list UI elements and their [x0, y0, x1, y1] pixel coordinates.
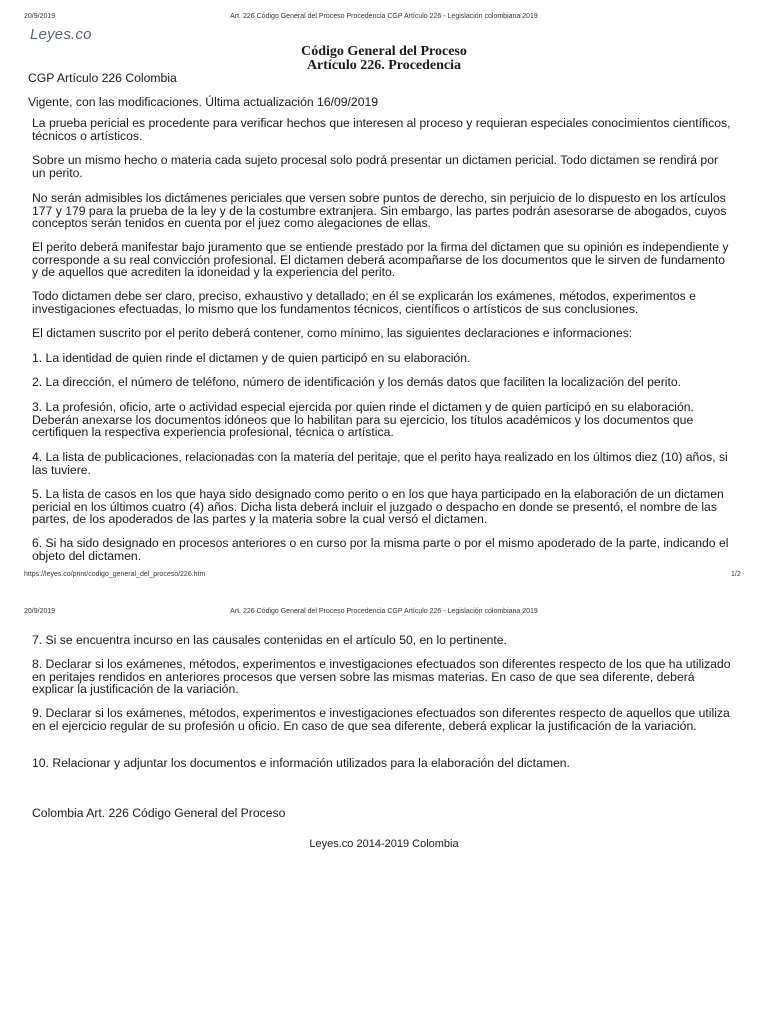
paragraph: Todo dictamen debe ser claro, preciso, exhaustivo y detallado; en él se explicarán los exámenes, métodos, experimentos e investigaciones efectuadas, lo mismo que los fundamentos técnicos, científicos o artísticos de sus conclusiones. — [32, 289, 696, 316]
document-title: Código General del Proceso — [301, 44, 467, 59]
paragraph: La prueba pericial es procedente para verificar hechos que interesen al proceso y requieran especiales conocimientos científicos, técnicos o artísticos. — [32, 116, 731, 143]
paragraph: No serán admisibles los dictámenes periciales que versen sobre puntos de derecho, sin perjuicio de lo dispuesto en los artículos 177 y 179 para la prueba de la ley y de la costumbre extranjera. Sin embargo, las partes podrán asesorarse de abogados, cuyos conceptos serán tenidos en cuenta por el juez como alegaciones de ellas. — [32, 191, 727, 231]
paragraph: Sobre un mismo hecho o materia cada sujeto procesal solo podrá presentar un dictamen pericial. Todo dictamen se rendirá por un perito. — [32, 153, 719, 180]
list-item: 2. La dirección, el número de teléfono, número de identificación y los demás datos que faciliten la localización del perito. — [32, 375, 682, 389]
header-title: Art. 226 Código General del Proceso Procedencia CGP Artículo 226 - Legislación colombiana 2019 — [230, 13, 538, 20]
header-title: Art. 226 Código General del Proceso Procedencia CGP Artículo 226 - Legislación colombiana 2019 — [230, 608, 538, 615]
closing-line: Colombia Art. 226 Código General del Proceso — [32, 806, 286, 820]
list-item: 5. La lista de casos en los que haya sido designado como perito o en los que haya participado en la elaboración de un dictamen pericial en los últimos cuatro (4) años. Dicha lista deberá incluir el juzgado o despacho en donde se presentó, el nombre de las partes, de los apoderados de las partes y la materia sobre la cual versó el dictamen. — [32, 487, 724, 527]
list-item: 1. La identidad de quien rinde el dictamen y de quien participó en su elaboración. — [32, 351, 471, 365]
list-item: 7. Si se encuentra incurso en las causales contenidas en el artículo 50, en lo pertinente. — [32, 633, 507, 647]
list-item: 4. La lista de publicaciones, relacionadas con la materia del peritaje, que el perito haya realizado en los últimos diez (10) años, si las tuviere. — [32, 450, 728, 477]
list-item: 10. Relacionar y adjuntar los documentos e información utilizados para la elaboración del dictamen. — [32, 756, 570, 770]
status-line: Vigente, con las modificaciones. Última actualización 16/09/2019 — [28, 95, 379, 109]
list-item: 3. La profesión, oficio, arte o actividad especial ejercida por quien rinde el dictamen y de quien participó en su elaboración. Deberán anexarse los documentos idóneos que lo habilitan para su ejercicio, los títulos académicos y los documentos que certifiquen la respectiva experiencia profesional, técnica o artística. — [32, 400, 694, 440]
list-item: 6. Si ha sido designado en procesos anteriores o en curso por la misma parte o por el mismo apoderado de la parte, indicando el objeto del dictamen. — [32, 536, 729, 563]
article-reference: CGP Artículo 226 Colombia — [28, 71, 177, 85]
paragraph: El dictamen suscrito por el perito deberá contener, como mínimo, las siguientes declaraciones e informaciones: — [32, 326, 633, 340]
page-number: 1/2 — [731, 571, 741, 578]
site-logo-link[interactable]: Leyes.co — [30, 26, 92, 43]
header-date: 20/9/2019 — [24, 608, 56, 615]
list-item: 9. Declarar si los exámenes, métodos, experimentos e investigaciones efectuados son diferentes respecto de aquellos que utiliza en el ejercicio regular de su profesión u oficio. En caso de que sea diferente, deberá explicar la justificación de la variación. — [32, 706, 730, 733]
header-date: 20/9/2019 — [24, 13, 56, 20]
copyright: Leyes.co 2014-2019 Colombia — [309, 838, 459, 850]
document-subtitle: Artículo 226. Procedencia — [306, 58, 462, 73]
paragraph: El perito deberá manifestar bajo juramento que se entiende prestado por la firma del dictamen que su opinión es independiente y corresponde a su real convicción profesional. El dictamen deberá acompañarse de los documentos que le sirven de fundamento y de aquellos que acrediten la idoneidad y la experiencia del perito. — [32, 240, 729, 280]
list-item: 8. Declarar si los exámenes, métodos, experimentos e investigaciones efectuados son diferentes respecto de los que ha utilizado en peritajes rendidos en anteriores procesos que versen sobre las mismas materias. En caso de que sea diferente, deberá explicar la justificación de la variación. — [32, 657, 731, 697]
footer-url-link[interactable]: https://leyes.co/print/codigo_general_del_proceso/226.htm — [24, 571, 206, 578]
